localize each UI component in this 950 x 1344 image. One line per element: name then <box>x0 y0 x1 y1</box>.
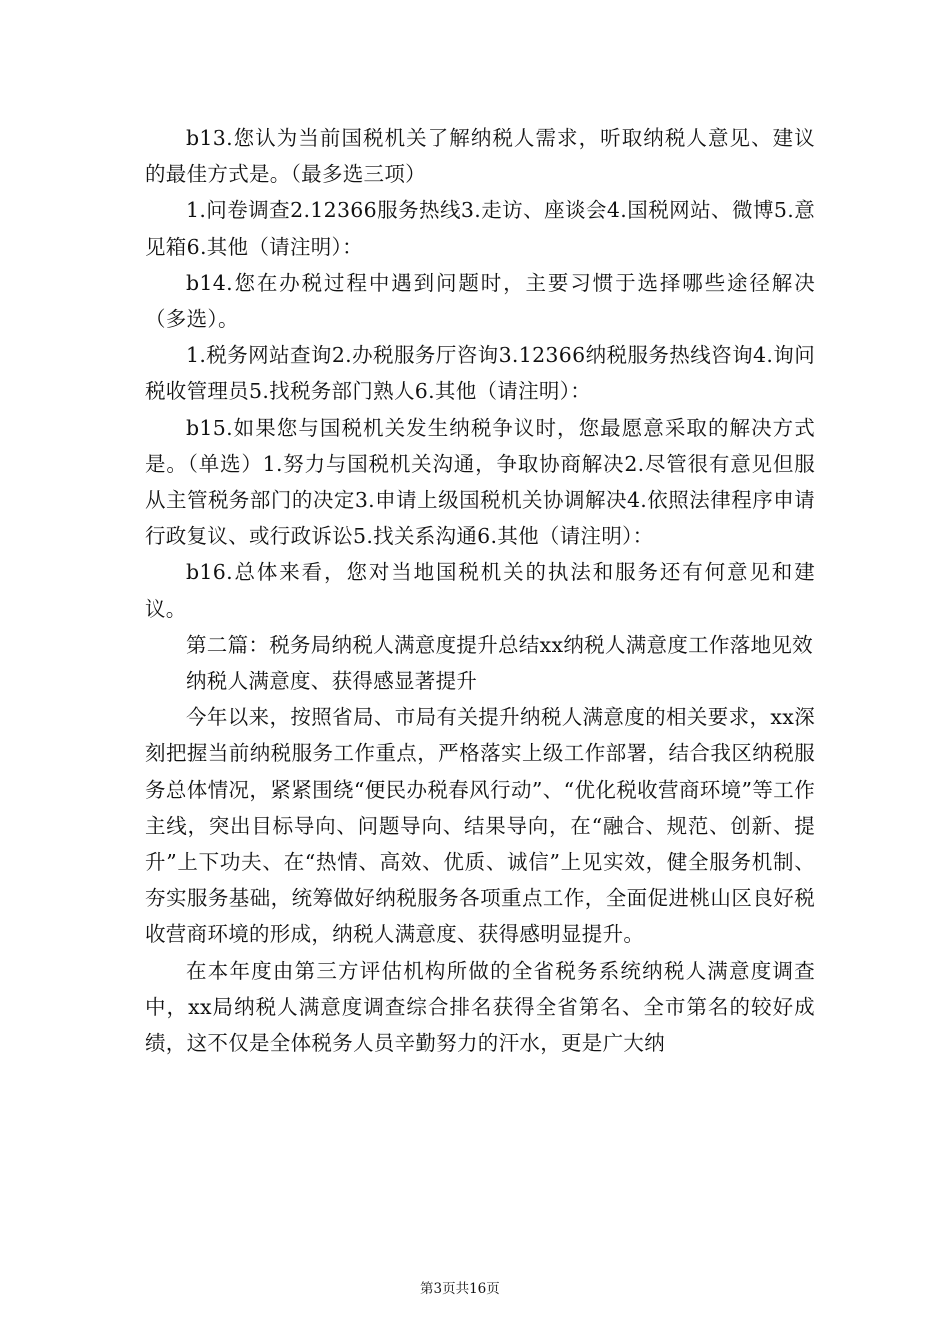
paragraph-b15-question: b15.如果您与国税机关发生纳税争议时，您最愿意采取的解决方式是。（单选）1.努力与国税机关沟通，争取协商解决2.尽管很有意见但服从主管税务部门的决定3.申请上级国税机关协调解决4.依照法律程序申请行政复议、或行政诉讼5.找关系沟通6.其他（请注明）： <box>145 415 815 549</box>
paragraph-body-2: 在本年度由第三方评估机构所做的全省税务系统纳税人满意度调查中，xx局纳税人满意度调查综合排名获得全省第名、全市第名的较好成绩，这不仅是全体税务人员辛勤努力的汗水，更是广大纳 <box>145 958 815 1056</box>
paragraph-b13-options: 1.问卷调查2.12366服务热线3.走访、座谈会4.国税网站、微博5.意见箱6.其他（请注明）： <box>145 198 815 259</box>
section-subheading: 纳税人满意度、获得感显著提升 <box>186 669 478 694</box>
paragraph-b16-question: b16.总体来看，您对当地国税机关的执法和服务还有何意见和建议。 <box>145 560 815 621</box>
paragraph-b14-options: 1.税务网站查询2.办税服务厅咨询3.12366纳税服务热线咨询4.询问税收管理员5.找税务部门熟人6.其他（请注明）： <box>145 343 815 404</box>
document-body <box>145 120 815 1061</box>
paragraph-b14-question: b14.您在办税过程中遇到问题时，主要习惯于选择哪些途径解决（多选）。 <box>145 270 815 332</box>
page-number-footer: 第3页共16页 <box>420 1281 500 1297</box>
paragraph-body-1: 今年以来，按照省局、市局有关提升纳税人满意度的相关要求，xx深刻把握当前纳税服务工作重点，严格落实上级工作部署，结合我区纳税服务总体情况，紧紧围绕“便民办税春风行动”、“优化税收营商环境”等工作主线，突出目标导向、问题导向、结果导向，在“融合、规范、创新、提升”上下功夫、在“热情、高效、优质、诚信”上见实效，健全服务机制、夯实服务基础，统筹做好纳税服务各项重点工作，全面促进桃山区良好税收营商环境的形成，纳税人满意度、获得感明显提升。 <box>145 705 815 947</box>
section-heading-part-two: 第二篇：税务局纳税人满意度提升总结xx纳税人满意度工作落地见效 <box>186 632 813 657</box>
paragraph-b13-question: b13.您认为当前国税机关了解纳税人需求，听取纳税人意见、建议的最佳方式是。（最多选三项） <box>145 126 815 187</box>
